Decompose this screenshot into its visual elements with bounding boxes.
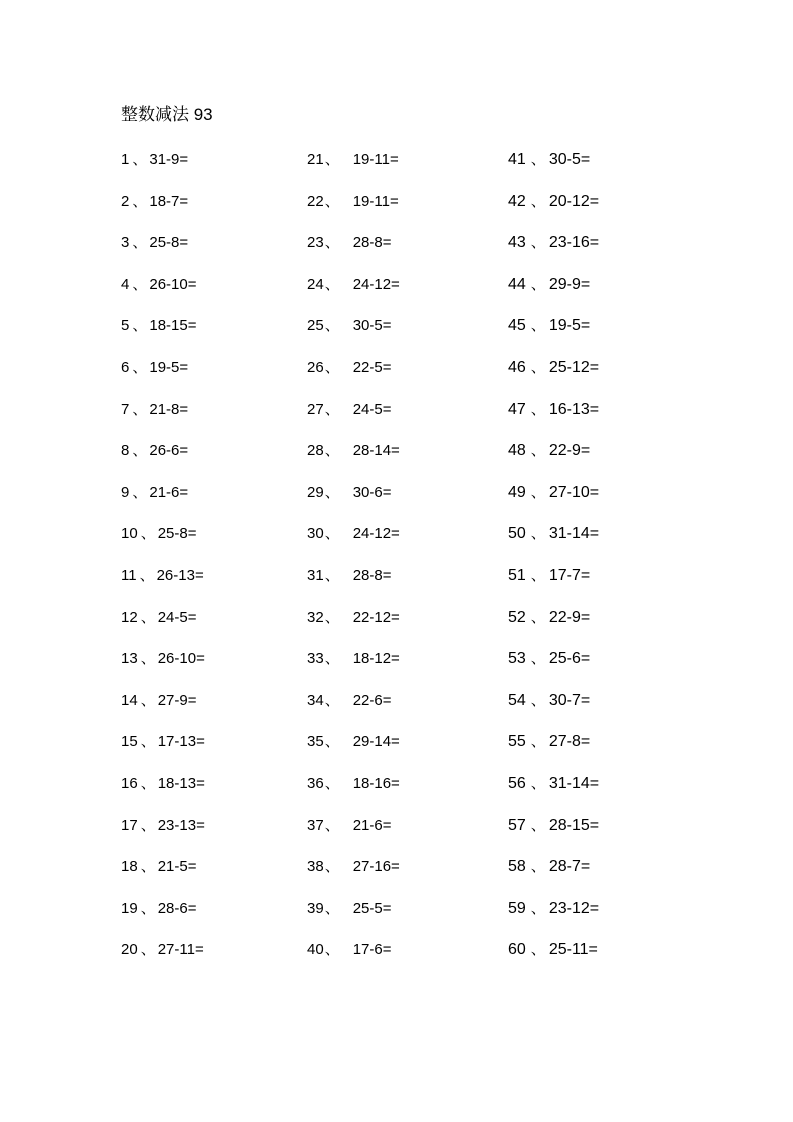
problem-item	[121, 649, 205, 691]
problem-separator: 、	[530, 650, 546, 668]
problem-separator: 、	[530, 525, 546, 543]
problem-item	[307, 483, 400, 525]
problem-item	[307, 899, 400, 941]
problem-separator: 、	[324, 650, 340, 668]
problem-item	[121, 816, 205, 858]
problem-expression: 31-14=	[548, 525, 600, 543]
problem-expression: 25-12=	[548, 358, 600, 376]
problem-number: 13	[121, 650, 138, 668]
problem-item	[307, 566, 400, 608]
problem-item	[121, 400, 205, 442]
problem-item	[307, 400, 400, 442]
problem-separator: 、	[132, 483, 148, 501]
problem-item	[307, 275, 400, 317]
problem-separator: 、	[132, 358, 148, 376]
problem-separator: 、	[324, 275, 340, 293]
problem-separator: 、	[324, 525, 340, 543]
problem-expression: 27-11=	[157, 941, 204, 959]
problem-separator: 、	[132, 400, 148, 418]
problem-expression: 18-13=	[157, 774, 205, 792]
problem-expression: 19-11=	[352, 151, 399, 168]
problem-expression: 26-10=	[149, 275, 197, 293]
problem-item	[508, 400, 599, 442]
problem-expression: 29-14=	[352, 733, 400, 751]
problem-expression: 27-16=	[352, 858, 400, 876]
problem-separator: 、	[530, 899, 546, 917]
problem-separator: 、	[140, 774, 156, 792]
problem-number: 55	[508, 733, 526, 751]
problem-separator: 、	[140, 691, 156, 709]
problem-separator: 、	[324, 234, 340, 252]
problem-number: 34	[307, 691, 324, 709]
problem-number: 7	[121, 400, 130, 418]
problem-separator: 、	[140, 941, 156, 959]
problem-number: 17	[121, 816, 138, 834]
problem-expression: 19-5=	[149, 358, 189, 376]
problem-expression: 26-6=	[149, 442, 189, 460]
problem-item	[307, 816, 400, 858]
problem-item	[307, 732, 400, 774]
problem-expression: 27-8=	[548, 733, 591, 751]
problem-expression: 24-12=	[352, 525, 400, 543]
problem-item	[121, 524, 205, 566]
problem-item	[508, 483, 599, 525]
problem-expression: 17-7=	[548, 566, 591, 584]
problem-separator: 、	[530, 234, 546, 252]
problem-expression: 21-8=	[149, 400, 189, 418]
problem-number: 59	[508, 899, 526, 917]
problem-item	[121, 358, 205, 400]
problem-item	[508, 192, 599, 234]
problem-number: 35	[307, 733, 324, 751]
problem-expression: 28-8=	[352, 566, 392, 584]
problem-expression: 23-16=	[548, 234, 600, 252]
problem-item	[307, 857, 400, 899]
problem-expression: 30-5=	[352, 317, 392, 335]
problem-item	[508, 691, 599, 733]
problem-separator: 、	[530, 358, 546, 376]
problem-item	[121, 899, 205, 941]
problem-expression: 25-8=	[157, 525, 197, 543]
problem-separator: 、	[530, 691, 546, 709]
problem-number: 47	[508, 400, 526, 418]
problem-separator: 、	[324, 358, 340, 376]
problem-number: 33	[307, 650, 324, 668]
problem-separator: 、	[324, 151, 340, 168]
problem-number: 38	[307, 858, 324, 876]
problem-separator: 、	[324, 400, 340, 418]
problem-expression: 17-13=	[157, 733, 205, 751]
problem-expression: 25-8=	[149, 234, 189, 252]
problem-number: 20	[121, 941, 138, 959]
problem-separator: 、	[140, 899, 156, 917]
problem-expression: 18-15=	[149, 317, 197, 335]
problem-separator: 、	[132, 234, 148, 252]
problem-separator: 、	[530, 483, 546, 501]
problem-expression: 18-12=	[352, 650, 400, 668]
problem-item	[307, 358, 400, 400]
problem-expression: 29-9=	[548, 275, 591, 293]
problem-number: 23	[307, 234, 324, 252]
problem-separator: 、	[530, 151, 546, 168]
problem-item	[508, 441, 599, 483]
problem-number: 53	[508, 650, 526, 668]
problem-separator: 、	[324, 941, 340, 959]
problem-item	[307, 441, 400, 483]
problem-separator: 、	[132, 317, 148, 335]
problem-expression: 28-7=	[548, 858, 591, 876]
problem-expression: 20-12=	[548, 192, 600, 210]
problem-item	[121, 732, 205, 774]
problem-item	[307, 316, 400, 358]
problem-separator: 、	[530, 774, 546, 792]
problem-separator: 、	[324, 192, 340, 210]
problem-separator: 、	[530, 816, 546, 834]
problem-expression: 30-6=	[352, 483, 392, 501]
problem-separator: 、	[324, 858, 340, 876]
problem-item	[307, 608, 400, 650]
problem-item	[121, 233, 205, 275]
problem-separator: 、	[132, 192, 148, 210]
problem-expression: 24-5=	[157, 608, 197, 626]
problem-number: 12	[121, 608, 138, 626]
problem-number: 46	[508, 358, 526, 376]
problem-expression: 28-6=	[157, 899, 197, 917]
problem-expression: 23-12=	[548, 899, 600, 917]
problem-number: 30	[307, 525, 324, 543]
problem-separator: 、	[530, 317, 546, 335]
problem-item	[121, 691, 205, 733]
problem-item	[121, 566, 205, 608]
problem-separator: 、	[132, 275, 148, 293]
problem-item	[508, 774, 599, 816]
page-title: 整数减法 93	[121, 105, 213, 124]
problem-separator: 、	[324, 608, 340, 626]
problem-expression: 22-12=	[352, 608, 400, 626]
problem-item	[307, 192, 400, 234]
problem-number: 28	[307, 442, 324, 460]
problem-column-3	[508, 150, 599, 982]
problem-number: 39	[307, 899, 324, 917]
problem-separator: 、	[530, 192, 546, 210]
problem-expression: 21-5=	[157, 858, 197, 876]
problem-item	[508, 940, 599, 982]
problem-expression: 28-14=	[352, 442, 400, 460]
problem-expression: 30-7=	[548, 691, 591, 709]
problem-expression: 23-13=	[157, 816, 205, 834]
problem-number: 52	[508, 608, 526, 626]
problem-item	[307, 649, 400, 691]
problem-expression: 19-5=	[548, 317, 591, 335]
problem-expression: 24-5=	[352, 400, 392, 418]
problem-item	[121, 275, 205, 317]
problem-item	[508, 816, 599, 858]
problem-expression: 17-6=	[352, 941, 392, 959]
problem-separator: 、	[530, 442, 546, 460]
problem-separator: 、	[140, 525, 156, 543]
problem-expression: 31-14=	[548, 774, 600, 792]
problem-item	[508, 316, 599, 358]
problem-item	[307, 940, 400, 982]
problem-column-1	[121, 150, 205, 982]
problem-number: 32	[307, 608, 324, 626]
problem-expression: 28-8=	[352, 234, 392, 252]
problem-column-2	[307, 150, 400, 982]
problem-number: 29	[307, 483, 324, 501]
problem-number: 15	[121, 733, 138, 751]
problem-item	[121, 940, 205, 982]
problem-number: 24	[307, 275, 324, 293]
problem-item	[307, 150, 400, 192]
problem-item	[508, 566, 599, 608]
problem-expression: 22-5=	[352, 358, 392, 376]
problem-separator: 、	[324, 774, 340, 792]
problem-number: 54	[508, 691, 526, 709]
problem-number: 5	[121, 317, 130, 335]
problem-number: 2	[121, 192, 130, 210]
problem-item	[307, 524, 400, 566]
problem-number: 50	[508, 525, 526, 543]
problem-item	[508, 899, 599, 941]
problem-number: 42	[508, 192, 526, 210]
problem-item	[508, 732, 599, 774]
problem-expression: 16-13=	[548, 400, 600, 418]
problem-separator: 、	[324, 442, 340, 460]
problem-expression: 22-9=	[548, 608, 591, 626]
problem-separator: 、	[139, 566, 155, 584]
problem-item	[508, 358, 599, 400]
problem-separator: 、	[140, 858, 156, 876]
problem-expression: 19-11=	[352, 192, 399, 210]
problem-number: 51	[508, 566, 526, 584]
problem-separator: 、	[530, 608, 546, 626]
problem-expression: 25-6=	[548, 650, 591, 668]
problem-item	[121, 857, 205, 899]
problem-separator: 、	[132, 151, 148, 168]
problem-item	[121, 150, 205, 192]
problem-item	[121, 316, 205, 358]
problem-expression: 18-7=	[149, 192, 189, 210]
problem-separator: 、	[530, 941, 546, 959]
problem-number: 18	[121, 858, 138, 876]
problem-expression: 26-13=	[156, 566, 204, 584]
problem-separator: 、	[530, 733, 546, 751]
problem-expression: 24-12=	[352, 275, 400, 293]
problem-item	[121, 483, 205, 525]
problem-expression: 27-10=	[548, 483, 600, 501]
problem-separator: 、	[140, 733, 156, 751]
problem-number: 25	[307, 317, 324, 335]
problem-expression: 21-6=	[352, 816, 392, 834]
problem-item	[508, 233, 599, 275]
problem-item	[121, 608, 205, 650]
problem-expression: 28-15=	[548, 816, 600, 834]
problem-number: 3	[121, 234, 130, 252]
problem-number: 43	[508, 234, 526, 252]
problem-separator: 、	[324, 899, 340, 917]
problem-number: 4	[121, 275, 130, 293]
problem-item	[508, 275, 599, 317]
problem-item	[121, 774, 205, 816]
problem-number: 11	[121, 566, 137, 584]
problem-number: 56	[508, 774, 526, 792]
problem-expression: 21-6=	[149, 483, 189, 501]
problem-separator: 、	[324, 566, 340, 584]
problem-item	[508, 608, 599, 650]
problem-number: 16	[121, 774, 138, 792]
problem-separator: 、	[132, 442, 148, 460]
problem-number: 14	[121, 691, 138, 709]
problem-number: 31	[307, 566, 324, 584]
problem-expression: 18-16=	[352, 774, 400, 792]
problem-number: 27	[307, 400, 324, 418]
problem-separator: 、	[530, 858, 546, 876]
problem-item	[508, 150, 599, 192]
problem-number: 36	[307, 774, 324, 792]
problem-number: 1	[121, 151, 130, 168]
problem-item	[508, 857, 599, 899]
problem-separator: 、	[530, 400, 546, 418]
problem-number: 10	[121, 525, 138, 543]
problem-number: 49	[508, 483, 526, 501]
problem-separator: 、	[324, 317, 340, 335]
problem-number: 57	[508, 816, 526, 834]
problem-number: 21	[307, 151, 324, 168]
problem-expression: 30-5=	[548, 151, 591, 168]
problem-number: 60	[508, 941, 526, 959]
problem-separator: 、	[140, 650, 156, 668]
problem-number: 22	[307, 192, 324, 210]
problem-expression: 26-10=	[157, 650, 205, 668]
problem-number: 48	[508, 442, 526, 460]
problem-item	[307, 233, 400, 275]
problem-number: 37	[307, 816, 324, 834]
problem-number: 9	[121, 483, 130, 501]
problem-expression: 25-5=	[352, 899, 392, 917]
problem-separator: 、	[324, 733, 340, 751]
problem-item	[508, 649, 599, 691]
problem-separator: 、	[530, 566, 546, 584]
problem-expression: 27-9=	[157, 691, 197, 709]
problem-expression: 22-6=	[352, 691, 392, 709]
problem-item	[307, 774, 400, 816]
problem-separator: 、	[530, 275, 546, 293]
problem-number: 6	[121, 358, 130, 376]
problem-separator: 、	[140, 816, 156, 834]
problem-number: 44	[508, 275, 526, 293]
problem-expression: 31-9=	[149, 151, 189, 168]
problem-number: 58	[508, 858, 526, 876]
problem-separator: 、	[140, 608, 156, 626]
problem-number: 41	[508, 151, 526, 168]
problem-item	[307, 691, 400, 733]
problem-item	[508, 524, 599, 566]
problem-item	[121, 192, 205, 234]
problem-separator: 、	[324, 691, 340, 709]
problem-number: 26	[307, 358, 324, 376]
problem-separator: 、	[324, 816, 340, 834]
problem-expression: 25-11=	[548, 941, 598, 959]
problem-separator: 、	[324, 483, 340, 501]
problem-number: 40	[307, 941, 324, 959]
problem-number: 45	[508, 317, 526, 335]
problem-number: 19	[121, 899, 138, 917]
problem-item	[121, 441, 205, 483]
problem-expression: 22-9=	[548, 442, 591, 460]
problem-number: 8	[121, 442, 130, 460]
